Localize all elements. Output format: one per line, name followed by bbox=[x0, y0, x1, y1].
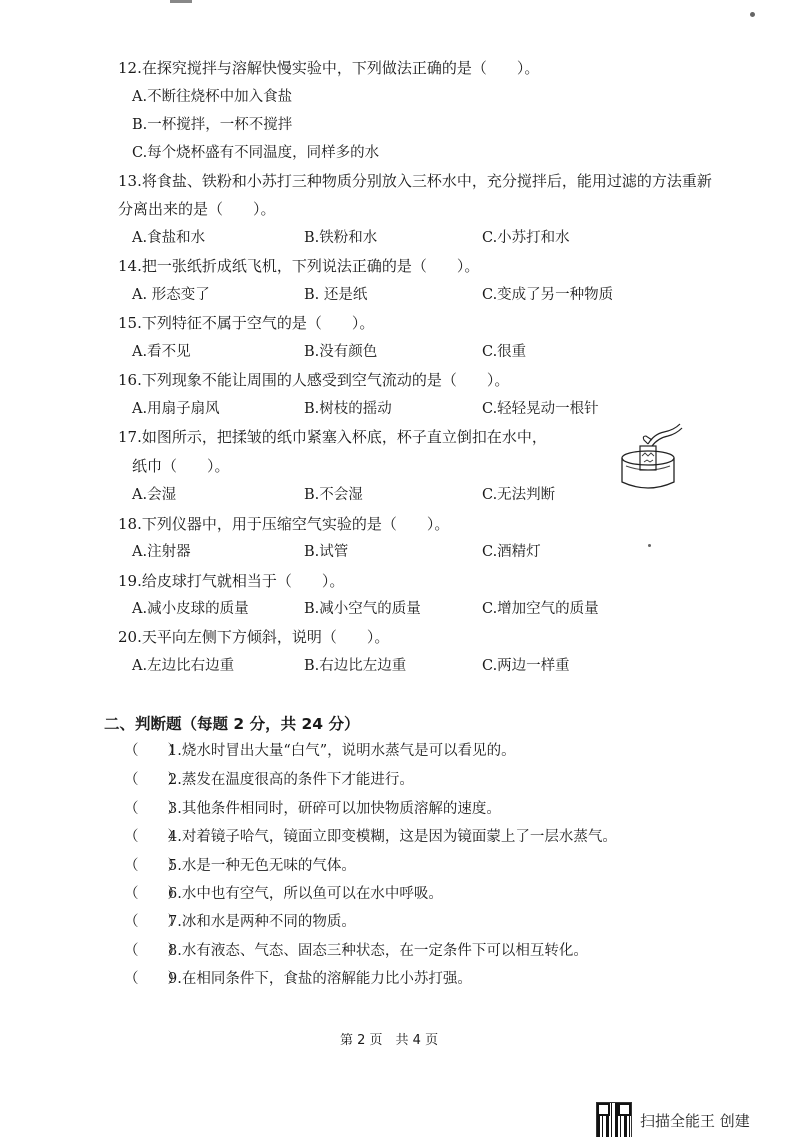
answer-blank: （ ） bbox=[124, 886, 182, 902]
option-13b: B.铁粉和水 bbox=[304, 230, 378, 246]
question-14 bbox=[118, 256, 479, 276]
option-text: B.一杯搅拌，一杯不搅拌 bbox=[132, 117, 293, 133]
question-text: 如图所示，把揉皱的纸巾紧塞入杯底，杯子直立倒扣在水中， bbox=[141, 428, 547, 446]
question-18 bbox=[118, 514, 449, 534]
scan-speck bbox=[648, 544, 651, 547]
judge-text: 5.水是一种无色无味的气体。 bbox=[168, 858, 356, 874]
question-text: 天平向左侧下方倾斜，说明（ ）。 bbox=[141, 628, 390, 646]
question-17-line2 bbox=[132, 456, 230, 476]
option-text: C.每个烧杯盛有不同温度，同样多的水 bbox=[132, 145, 380, 161]
question-text: 分离出来的是（ ）。 bbox=[118, 200, 276, 218]
option-19a: A.减小皮球的质量 bbox=[132, 601, 249, 617]
question-text: 给皮球打气就相当于（ ）。 bbox=[141, 572, 345, 590]
question-13-line2 bbox=[118, 199, 276, 219]
option-19b: B.减小空气的质量 bbox=[304, 601, 421, 617]
option-14a: A. 形态变了 bbox=[132, 287, 210, 303]
question-16 bbox=[118, 370, 509, 390]
page-number: 第 2 页 共 4 页 bbox=[340, 1033, 439, 1048]
cup-in-water-illustration bbox=[618, 420, 690, 494]
question-number: 18. bbox=[118, 515, 142, 533]
scan-mark bbox=[170, 0, 192, 3]
judge-text: 8.水有液态、气态、固态三种状态，在一定条件下可以相互转化。 bbox=[168, 943, 588, 959]
answer-blank: （ ） bbox=[124, 943, 182, 959]
option-13a: A.食盐和水 bbox=[132, 230, 206, 246]
question-text: 下列特征不属于空气的是（ ）。 bbox=[141, 314, 375, 332]
option-18a: A.注射器 bbox=[132, 544, 191, 560]
option-15a: A.看不见 bbox=[132, 344, 191, 360]
question-text: 下列仪器中，用于压缩空气实验的是（ ）。 bbox=[141, 515, 450, 533]
option-13c: C.小苏打和水 bbox=[482, 230, 570, 246]
section-title-judgement: 二、判断题（每题 2 分，共 24 分） bbox=[104, 715, 360, 733]
answer-blank: （ ） bbox=[124, 971, 182, 987]
option-15c: C.很重 bbox=[482, 344, 527, 360]
question-text: 纸巾（ ）。 bbox=[132, 457, 230, 475]
question-number: 17. bbox=[118, 428, 142, 446]
qr-code-icon bbox=[597, 1103, 631, 1137]
option-15b: B.没有颜色 bbox=[304, 344, 378, 360]
option-16b: B.树枝的摇动 bbox=[304, 401, 392, 417]
question-number: 15. bbox=[118, 314, 142, 332]
judge-text: 4.对着镜子哈气，镜面立即变模糊，这是因为镜面蒙上了一层水蒸气。 bbox=[168, 829, 617, 845]
judge-text: 7.冰和水是两种不同的物质。 bbox=[168, 914, 356, 930]
scanner-watermark: 扫描全能王 创建 bbox=[640, 1112, 750, 1130]
answer-blank: （ ） bbox=[124, 801, 182, 817]
judge-text: 1.烧水时冒出大量“白气”，说明水蒸气是可以看见的。 bbox=[168, 743, 516, 759]
judge-text: 6.水中也有空气，所以鱼可以在水中呼吸。 bbox=[168, 886, 443, 902]
question-12 bbox=[118, 58, 539, 78]
question-number: 19. bbox=[118, 572, 142, 590]
option-17c: C.无法判断 bbox=[482, 487, 556, 503]
judge-text: 9.在相同条件下，食盐的溶解能力比小苏打强。 bbox=[168, 971, 472, 987]
question-number: 13. bbox=[118, 172, 142, 190]
question-13 bbox=[118, 171, 712, 191]
question-19 bbox=[118, 571, 344, 591]
option-20c: C.两边一样重 bbox=[482, 658, 570, 674]
answer-blank: （ ） bbox=[124, 914, 182, 930]
answer-blank: （ ） bbox=[124, 858, 182, 874]
option-20b: B.右边比左边重 bbox=[304, 658, 407, 674]
question-text: 将食盐、铁粉和小苏打三种物质分别放入三杯水中，充分搅拌后，能用过滤的方法重新 bbox=[141, 172, 712, 190]
option-17a: A.会湿 bbox=[132, 487, 177, 503]
answer-blank: （ ） bbox=[124, 772, 182, 788]
question-number: 16. bbox=[118, 371, 142, 389]
option-19c: C.增加空气的质量 bbox=[482, 601, 599, 617]
question-20 bbox=[118, 627, 389, 647]
option-18c: C.酒精灯 bbox=[482, 544, 541, 560]
judge-text: 2.蒸发在温度很高的条件下才能进行。 bbox=[168, 772, 414, 788]
option-16a: A.用扇子扇风 bbox=[132, 401, 220, 417]
option-18b: B.试管 bbox=[304, 544, 349, 560]
answer-blank: （ ） bbox=[124, 829, 182, 845]
question-text: 在探究搅拌与溶解快慢实验中，下列做法正确的是（ ）。 bbox=[141, 59, 540, 77]
judge-text: 3.其他条件相同时，研碎可以加快物质溶解的速度。 bbox=[168, 801, 501, 817]
option-14c: C.变成了另一种物质 bbox=[482, 287, 614, 303]
scan-speck bbox=[750, 12, 755, 17]
question-text: 下列现象不能让周围的人感受到空气流动的是（ ）。 bbox=[141, 371, 510, 389]
question-number: 20. bbox=[118, 628, 142, 646]
question-15 bbox=[118, 313, 374, 333]
option-16c: C.轻轻晃动一根针 bbox=[482, 401, 599, 417]
answer-blank: （ ） bbox=[124, 743, 182, 759]
question-number: 12. bbox=[118, 59, 142, 77]
option-20a: A.左边比右边重 bbox=[132, 658, 235, 674]
question-17 bbox=[118, 427, 547, 447]
question-number: 14. bbox=[118, 257, 142, 275]
option-text: A.不断往烧杯中加入食盐 bbox=[132, 89, 293, 105]
option-14b: B. 还是纸 bbox=[304, 287, 368, 303]
option-17b: B.不会湿 bbox=[304, 487, 363, 503]
question-text: 把一张纸折成纸飞机，下列说法正确的是（ ）。 bbox=[141, 257, 480, 275]
